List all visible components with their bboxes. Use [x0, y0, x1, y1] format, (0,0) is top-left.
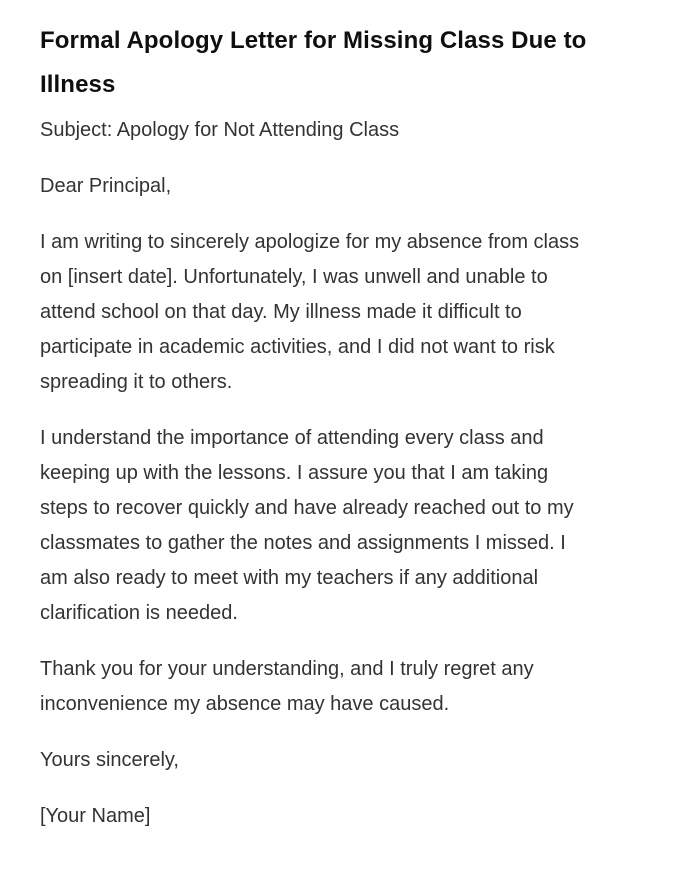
- body-paragraph: I am writing to sincerely apologize for my absence from class on [insert date]. Unfortunately, I was unwell and unable to attend school on that day. My illness made it difficult to participate in academic activities, and I did not want to risk spreading it to others.: [40, 231, 580, 393]
- body-paragraph: Thank you for your understanding, and I truly regret any inconvenience my absence may have caused.: [40, 658, 534, 715]
- closing: Yours sincerely,: [40, 749, 179, 771]
- subject-line: Subject: Apology for Not Attending Class: [40, 119, 400, 141]
- salutation: Dear Principal,: [40, 175, 172, 197]
- body-paragraph: I understand the importance of attending every class and keeping up with the lessons. I assure you that I am taking steps to recover quickly and have already reached out to my classmates to gather the notes and assignments I missed. I am also ready to meet with my teachers if any additional clarification is needed.: [40, 427, 574, 624]
- page-title: Formal Apology Letter for Missing Class Due to Illness: [40, 27, 587, 98]
- signature-placeholder: [Your Name]: [40, 805, 151, 827]
